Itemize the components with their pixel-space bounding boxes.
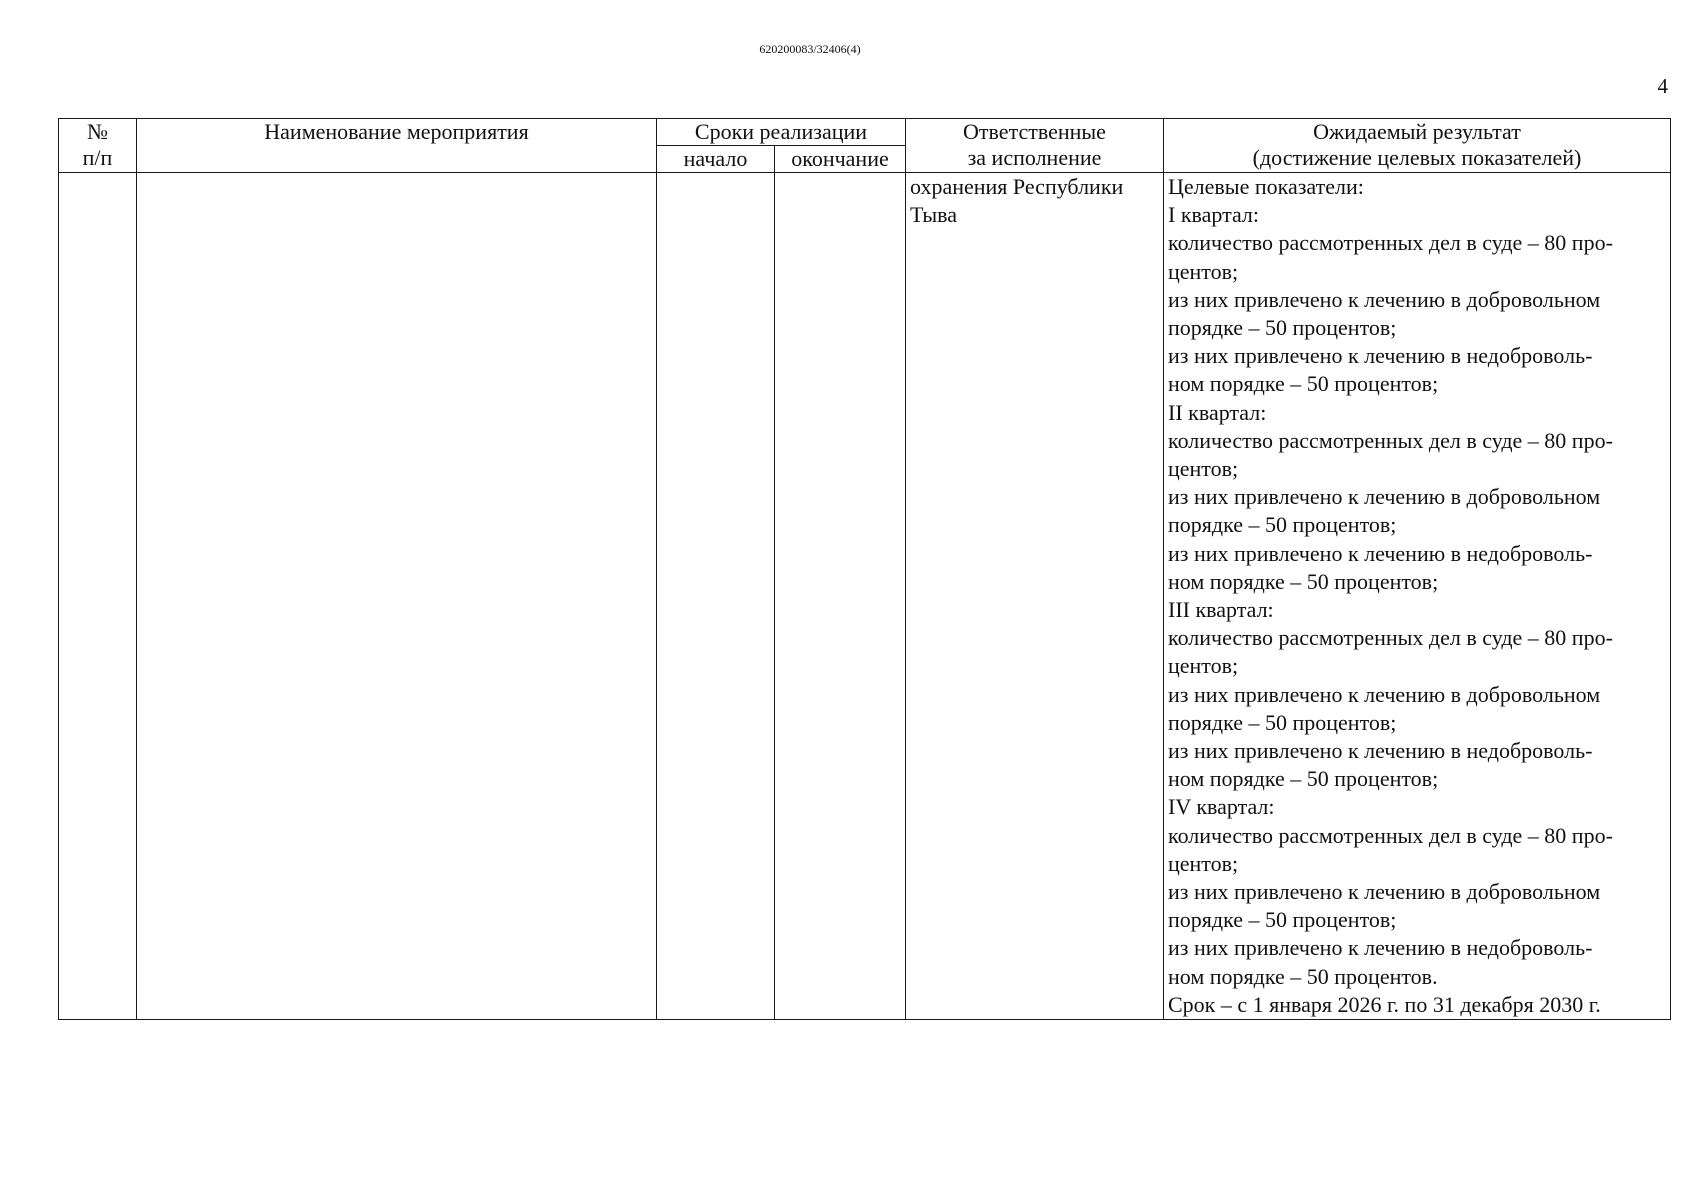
document-code: 620200083/32406(4) bbox=[759, 42, 861, 56]
text-line: Целевые показатели: bbox=[1168, 174, 1364, 199]
text-line: порядке – 50 процентов; bbox=[1168, 512, 1397, 538]
header-measure-name: Наименование мероприятия bbox=[137, 119, 657, 173]
page-number: 4 bbox=[1657, 74, 1668, 98]
text-line: количество рассмотренных дел в суде – 80 про- bbox=[1168, 427, 1613, 453]
text-line: из них привлечено к лечению в недоброволь- bbox=[1168, 738, 1593, 764]
text-line: II квартал: bbox=[1168, 399, 1267, 425]
table-row bbox=[59, 173, 1671, 1020]
text-line: I квартал: bbox=[1168, 202, 1260, 228]
header-line: Ожидаемый результат bbox=[1313, 119, 1521, 144]
text-line: охранения Республики bbox=[910, 174, 1124, 199]
header-start: начало bbox=[657, 146, 775, 173]
text-line: ном порядке – 50 процентов; bbox=[1168, 371, 1439, 397]
header-responsible bbox=[906, 119, 1164, 173]
cell-number bbox=[59, 173, 137, 1020]
text-line: количество рассмотренных дел в суде – 80 про- bbox=[1168, 625, 1613, 651]
measures-table bbox=[58, 118, 1671, 1020]
text-line: IV квартал: bbox=[1168, 794, 1275, 820]
header-end: окончание bbox=[775, 146, 906, 173]
text-line: ном порядке – 50 процентов; bbox=[1168, 568, 1439, 594]
table-header bbox=[59, 119, 1671, 173]
text-line: количество рассмотренных дел в суде – 80 про- bbox=[1168, 230, 1613, 256]
cell-expected-result bbox=[1164, 173, 1671, 1020]
text-line: количество рассмотренных дел в суде – 80 про- bbox=[1168, 822, 1613, 848]
text-line: из них привлечено к лечению в недоброволь- bbox=[1168, 935, 1593, 961]
cell-end bbox=[775, 173, 906, 1020]
text-line: центов; bbox=[1168, 456, 1239, 482]
cell-start bbox=[657, 173, 775, 1020]
text-line: порядке – 50 процентов; bbox=[1168, 907, 1397, 933]
text-line: III квартал: bbox=[1168, 597, 1274, 623]
text-line: Срок – с 1 января 2026 г. по 31 декабря 2030 г. bbox=[1168, 991, 1601, 1017]
header-expected-result bbox=[1164, 119, 1671, 173]
text-line: центов; bbox=[1168, 258, 1239, 284]
header-line: № bbox=[87, 119, 108, 144]
cell-measure-name bbox=[137, 173, 657, 1020]
text-line: из них привлечено к лечению в добровольном bbox=[1168, 681, 1601, 707]
text-line: из них привлечено к лечению в добровольном bbox=[1168, 879, 1601, 905]
header-line: (достижение целевых показателей) bbox=[1252, 145, 1582, 170]
text-line: ном порядке – 50 процентов; bbox=[1168, 766, 1439, 792]
header-line: за исполнение bbox=[967, 145, 1102, 170]
text-line: из них привлечено к лечению в недоброволь- bbox=[1168, 343, 1593, 369]
header-implementation-terms: Сроки реализации bbox=[657, 119, 906, 146]
text-line: ном порядке – 50 процентов. bbox=[1168, 963, 1438, 989]
text-line: центов; bbox=[1168, 653, 1239, 679]
text-line: из них привлечено к лечению в недоброволь- bbox=[1168, 540, 1593, 566]
text-line: центов; bbox=[1168, 850, 1239, 876]
text-line: из них привлечено к лечению в добровольном bbox=[1168, 484, 1601, 510]
text-line: из них привлечено к лечению в добровольном bbox=[1168, 286, 1601, 312]
text-line: порядке – 50 процентов; bbox=[1168, 709, 1397, 735]
cell-responsible bbox=[906, 173, 1164, 1020]
header-line: Ответственные bbox=[963, 119, 1106, 144]
text-line: порядке – 50 процентов; bbox=[1168, 315, 1397, 341]
header-row-top bbox=[59, 119, 1671, 146]
header-number bbox=[59, 119, 137, 173]
header-line: п/п bbox=[82, 145, 113, 170]
text-line: Тыва bbox=[910, 202, 957, 228]
